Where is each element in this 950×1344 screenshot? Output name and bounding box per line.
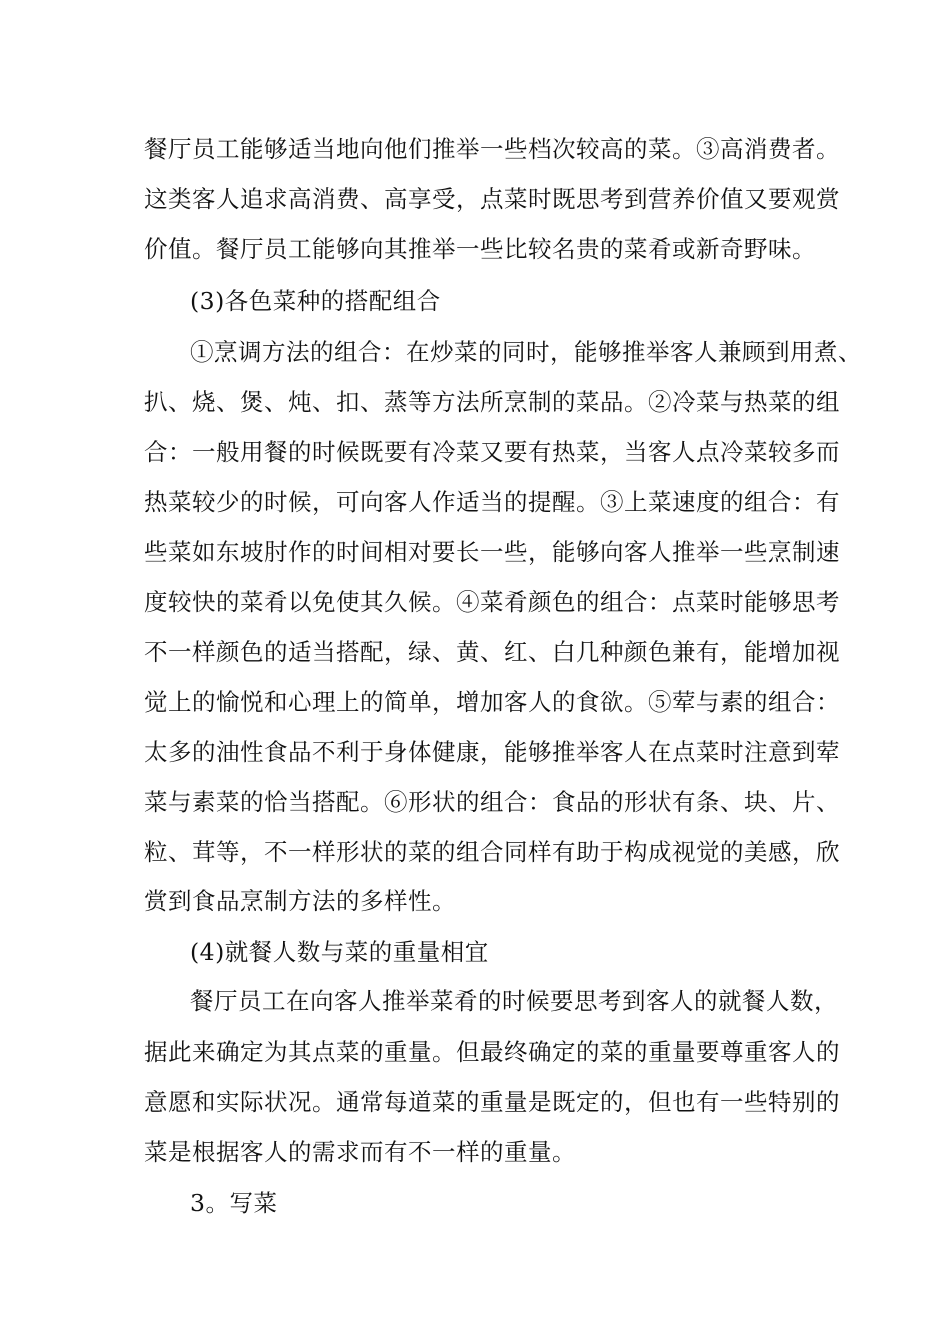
- text-line: 扒、烧、煲、炖、扣、蒸等方法所烹制的菜品。②冷菜与热菜的组: [144, 388, 840, 416]
- text-line: 合：一般用餐的时候既要有冷菜又要有热菜，当客人点冷菜较多而: [144, 438, 840, 466]
- text-line: 菜与素菜的恰当搭配。⑥形状的组合：食品的形状有条、块、片、: [144, 788, 840, 816]
- text-line: 度较快的菜肴以免使其久候。④菜肴颜色的组合：点菜时能够思考: [144, 588, 840, 616]
- text-line: 太多的油性食品不利于身体健康，能够推举客人在点菜时注意到荤: [144, 738, 840, 766]
- text-line: 价值。餐厅员工能够向其推举一些比较名贵的菜肴或新奇野味。: [144, 235, 816, 263]
- text-line: 据此来确定为其点菜的重量。但最终确定的菜的重量要尊重客人的: [144, 1038, 840, 1066]
- text-line: 不一样颜色的适当搭配，绿、黄、红、白几种颜色兼有，能增加视: [144, 638, 840, 666]
- text-line: 餐厅员工在向客人推举菜肴的时候要思考到客人的就餐人数，: [190, 987, 838, 1015]
- text-line: 菜是根据客人的需求而有不一样的重量。: [144, 1138, 576, 1166]
- text-line: 赏到食品烹制方法的多样性。: [144, 887, 456, 915]
- text-line: 粒、茸等，不一样形状的菜的组合同样有助于构成视觉的美感，欣: [144, 838, 840, 866]
- text-line: 热菜较少的时候，可向客人作适当的提醒。③上菜速度的组合：有: [144, 488, 840, 516]
- text-line: 觉上的愉悦和心理上的简单，增加客人的食欲。⑤荤与素的组合：: [144, 688, 840, 716]
- section-heading: 3。写菜: [190, 1189, 278, 1217]
- text-line: 意愿和实际状况。通常每道菜的重量是既定的，但也有一些特别的: [144, 1088, 840, 1116]
- text-line: 这类客人追求高消费、高享受，点菜时既思考到营养价值又要观赏: [144, 185, 840, 213]
- text-line: 些菜如东坡肘作的时间相对要长一些，能够向客人推举一些烹制速: [144, 538, 840, 566]
- text-line: ①烹调方法的组合：在炒菜的同时，能够推举客人兼顾到用煮、: [190, 338, 862, 366]
- section-heading: (4)就餐人数与菜的重量相宜: [190, 938, 489, 966]
- text-line: 餐厅员工能够适当地向他们推举一些档次较高的菜。③高消费者。: [144, 135, 840, 163]
- section-heading: (3)各色菜种的搭配组合: [190, 287, 441, 315]
